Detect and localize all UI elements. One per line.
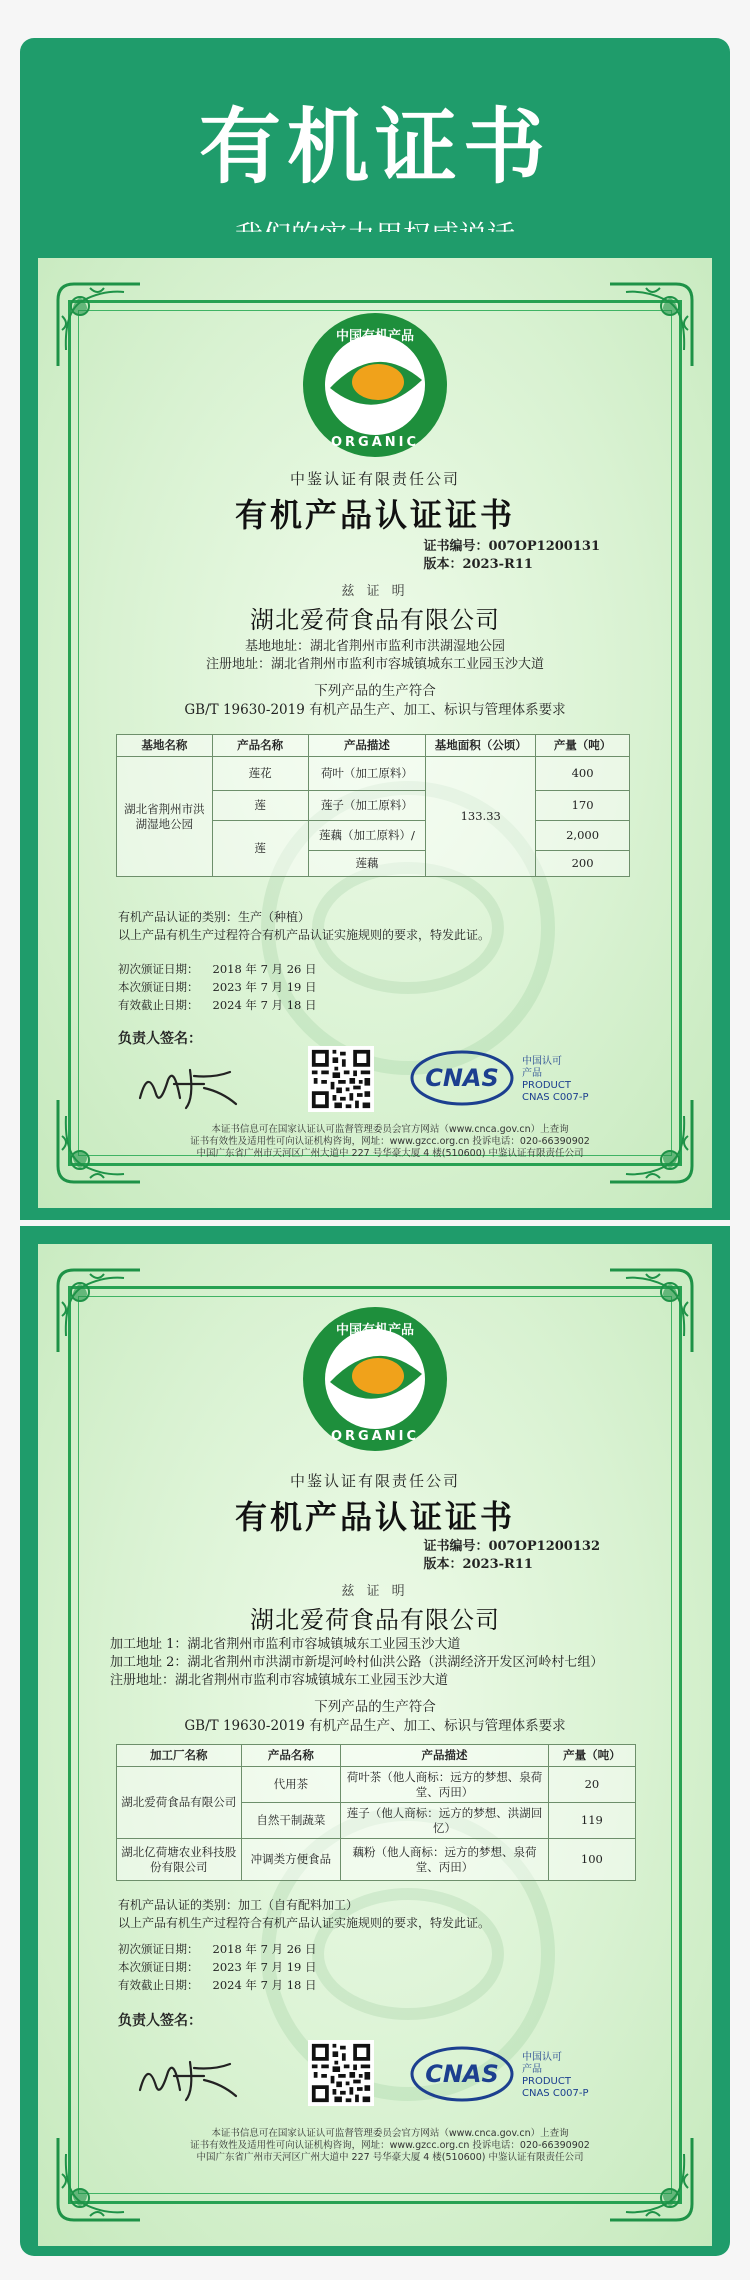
certificate-footer xyxy=(148,2128,632,2164)
certificate-title: 有机产品认证证书 xyxy=(234,496,515,534)
certificate-2 xyxy=(38,1244,712,2246)
signature-label: 负责人签名： xyxy=(118,2013,202,2029)
cnas-line: PRODUCT xyxy=(522,2076,571,2087)
cnas-line: CNAS C007-P xyxy=(522,2088,589,2099)
column-header: 产量（吨） xyxy=(536,735,630,757)
product-cell: 莲 xyxy=(212,791,308,821)
certificate-number xyxy=(423,1538,600,1574)
yield-cell: 400 xyxy=(536,757,630,791)
table-row xyxy=(117,1767,636,1803)
standard-basis xyxy=(98,1698,652,1736)
cnas-line: 产品 xyxy=(522,1068,542,1079)
table-row xyxy=(117,1839,636,1881)
standard-basis xyxy=(98,682,652,720)
yield-cell: 119 xyxy=(548,1803,635,1839)
date-row xyxy=(118,996,317,1014)
issuer-name: 中鉴认证有限责任公司 xyxy=(289,470,460,488)
organic-logo-icon xyxy=(300,310,450,460)
date-value: 2018 年 7 月 26 日 xyxy=(212,1942,317,1956)
footer-line: 证书有效性及适用性可向认证机构咨询，网址：www.gzcc.org.cn 投诉电话：020-66390902 xyxy=(190,2140,590,2151)
date-row xyxy=(118,1940,317,1958)
address-line: 基地地址：湖北省荆州市监利市洪湖湿地公园 xyxy=(244,639,505,654)
certificate-holder: 湖北爱荷食品有限公司 xyxy=(250,606,500,634)
signature-image xyxy=(134,2050,244,2106)
corner-ornament-icon xyxy=(54,1266,144,1356)
note-line: 有机产品认证的类别：生产（种植） xyxy=(118,910,311,924)
note-line: 以上产品有机生产过程符合有机产品认证实施规则的要求，特发此证。 xyxy=(118,1916,491,1930)
certificate-1 xyxy=(38,258,712,1208)
cert-version-text: 版本：2023-R11 xyxy=(423,557,533,572)
column-header: 产量（吨） xyxy=(548,1745,635,1767)
date-value: 2023 年 7 月 19 日 xyxy=(212,980,317,994)
issuer-name: 中鉴认证有限责任公司 xyxy=(289,1472,460,1490)
yield-cell: 20 xyxy=(548,1767,635,1803)
description-cell: 莲子（他人商标：远方的梦想、洪湖回忆） xyxy=(341,1803,549,1839)
description-cell: 荷叶（加工原料） xyxy=(308,757,426,791)
basis-line: GB/T 19630-2019 有机产品生产、加工、标识与管理体系要求 xyxy=(184,702,566,718)
header-banner xyxy=(20,38,730,234)
note-line: 以上产品有机生产过程符合有机产品认证实施规则的要求，特发此证。 xyxy=(118,928,491,942)
product-cell: 冲调类方便食品 xyxy=(241,1839,341,1881)
cnas-mark-icon xyxy=(408,2044,608,2104)
logo-bottom-text: ORGANIC xyxy=(330,1429,420,1444)
product-cell: 代用茶 xyxy=(241,1767,341,1803)
description-cell: 荷叶茶（他人商标：远方的梦想、泉荷堂、丙田） xyxy=(341,1767,549,1803)
product-cell: 自然干制蔬菜 xyxy=(241,1803,341,1839)
address-line: 注册地址：湖北省荆州市监利市容城镇城东工业园玉沙大道 xyxy=(110,1673,449,1688)
signature-label: 负责人签名： xyxy=(118,1031,202,1047)
cnas-mark-text: CNAS xyxy=(425,1064,499,1092)
signature-image xyxy=(134,1058,244,1114)
certification-notes xyxy=(118,1896,652,1932)
page-title: 有机证书 xyxy=(198,100,551,195)
cert-number-text: 证书编号：007OP1200131 xyxy=(423,539,600,554)
date-value: 2023 年 7 月 19 日 xyxy=(212,1960,317,1974)
date-label: 初次颁证日期： xyxy=(118,962,199,976)
cnas-line: 中国认可 xyxy=(522,1056,562,1067)
date-row xyxy=(118,960,317,978)
date-block xyxy=(118,960,317,1014)
footer-line: 中国广东省广州市天河区广州大道中 227 号华豪大厦 4 楼(510600) 中鉴认证有限责任公司 xyxy=(196,2152,584,2163)
yield-cell: 2,000 xyxy=(536,821,630,851)
certificate-holder: 湖北爱荷食品有限公司 xyxy=(250,1606,500,1634)
cnas-mark-text: CNAS xyxy=(425,2060,499,2088)
basis-line: 下列产品的生产符合 xyxy=(314,683,436,699)
description-cell: 莲藕（加工原料）/ xyxy=(308,821,426,851)
basis-line: 下列产品的生产符合 xyxy=(314,1699,436,1715)
date-label: 有效截止日期： xyxy=(118,1978,199,1992)
logo-bottom-text: ORGANIC xyxy=(330,435,420,450)
qr-code-icon xyxy=(308,2040,374,2106)
factory-cell: 湖北爱荷食品有限公司 xyxy=(117,1767,242,1839)
cnas-line: PRODUCT xyxy=(522,1080,571,1091)
column-header: 基地名称 xyxy=(117,735,213,757)
yield-cell: 100 xyxy=(548,1839,635,1881)
footer-line: 本证书信息可在国家认证认可监督管理委员会官方网站（www.cnca.gov.cn）上查询 xyxy=(211,1124,569,1135)
certificate-title: 有机产品认证证书 xyxy=(234,1498,515,1536)
column-header: 产品描述 xyxy=(308,735,426,757)
cnas-line: CNAS C007-P xyxy=(522,1092,589,1103)
proof-label: 兹 证 明 xyxy=(341,1584,409,1599)
date-value: 2024 年 7 月 18 日 xyxy=(212,998,317,1012)
cert-number-text: 证书编号：007OP1200132 xyxy=(423,1539,600,1554)
address-line: 加工地址 1：湖北省荆州市监利市容城镇城东工业园玉沙大道 xyxy=(110,1637,461,1652)
area-cell: 133.33 xyxy=(426,757,536,877)
footer-line: 证书有效性及适用性可向认证机构咨询，网址：www.gzcc.org.cn 投诉电话：020-66390902 xyxy=(190,1136,590,1147)
cnas-mark-icon xyxy=(408,1048,608,1108)
qr-code-icon xyxy=(308,1046,374,1112)
date-label: 本次颁证日期： xyxy=(118,980,199,994)
corner-ornament-icon xyxy=(54,280,144,370)
corner-ornament-icon xyxy=(54,2134,144,2224)
corner-ornament-icon xyxy=(606,1266,696,1356)
date-value: 2018 年 7 月 26 日 xyxy=(212,962,317,976)
table-row xyxy=(117,757,630,791)
factory-cell: 湖北亿荷塘农业科技股份有限公司 xyxy=(117,1839,242,1881)
corner-ornament-icon xyxy=(606,280,696,370)
description-cell: 莲子（加工原料） xyxy=(308,791,426,821)
address-line: 加工地址 2：湖北省荆州市洪湖市新堤河岭村仙洪公路（洪湖经济开发区河岭村七组） xyxy=(110,1655,604,1670)
column-header: 产品名称 xyxy=(241,1745,341,1767)
cnas-line: 中国认可 xyxy=(522,2052,562,2063)
yield-cell: 170 xyxy=(536,791,630,821)
cnas-line: 产品 xyxy=(522,2064,542,2075)
table-header-row xyxy=(117,735,630,757)
date-block xyxy=(118,1940,317,1994)
date-value: 2024 年 7 月 18 日 xyxy=(212,1978,317,1992)
column-header: 基地面积（公顷） xyxy=(426,735,536,757)
address-block xyxy=(110,1636,652,1690)
column-header: 加工厂名称 xyxy=(117,1745,242,1767)
date-row xyxy=(118,978,317,996)
base-name-cell: 湖北省荆州市洪湖湿地公园 xyxy=(117,757,213,877)
date-label: 本次颁证日期： xyxy=(118,1960,199,1974)
cert-version-text: 版本：2023-R11 xyxy=(423,1557,533,1572)
product-table xyxy=(116,1744,636,1881)
note-line: 有机产品认证的类别：加工（自有配料加工） xyxy=(118,1898,359,1912)
description-cell: 藕粉（他人商标：远方的梦想、泉荷堂、丙田） xyxy=(341,1839,549,1881)
corner-ornament-icon xyxy=(54,1096,144,1186)
footer-line: 本证书信息可在国家认证认可监督管理委员会官方网站（www.cnca.gov.cn）上查询 xyxy=(211,2128,569,2139)
date-label: 有效截止日期： xyxy=(118,998,199,1012)
address-block xyxy=(98,638,652,674)
column-header: 产品名称 xyxy=(212,735,308,757)
certificate-footer xyxy=(148,1124,632,1160)
date-row xyxy=(118,1958,317,1976)
product-cell: 莲花 xyxy=(212,757,308,791)
table-header-row xyxy=(117,1745,636,1767)
column-header: 产品描述 xyxy=(341,1745,549,1767)
description-cell: 莲藕 xyxy=(308,851,426,877)
basis-line: GB/T 19630-2019 有机产品生产、加工、标识与管理体系要求 xyxy=(184,1718,566,1734)
product-cell: 莲 xyxy=(212,821,308,877)
certification-notes xyxy=(118,908,652,944)
address-line: 注册地址：湖北省荆州市监利市容城镇城东工业园玉沙大道 xyxy=(205,657,544,672)
date-row xyxy=(118,1976,317,1994)
footer-line: 中国广东省广州市天河区广州大道中 227 号华豪大厦 4 楼(510600) 中鉴认证有限责任公司 xyxy=(196,1148,584,1159)
product-table xyxy=(116,734,630,877)
logo-top-text: 中国有机产品 xyxy=(335,329,415,344)
organic-logo-icon xyxy=(300,1304,450,1454)
logo-top-text: 中国有机产品 xyxy=(335,1323,415,1338)
date-label: 初次颁证日期： xyxy=(118,1942,199,1956)
yield-cell: 200 xyxy=(536,851,630,877)
certificate-number xyxy=(423,538,600,574)
proof-label: 兹 证 明 xyxy=(341,584,409,599)
